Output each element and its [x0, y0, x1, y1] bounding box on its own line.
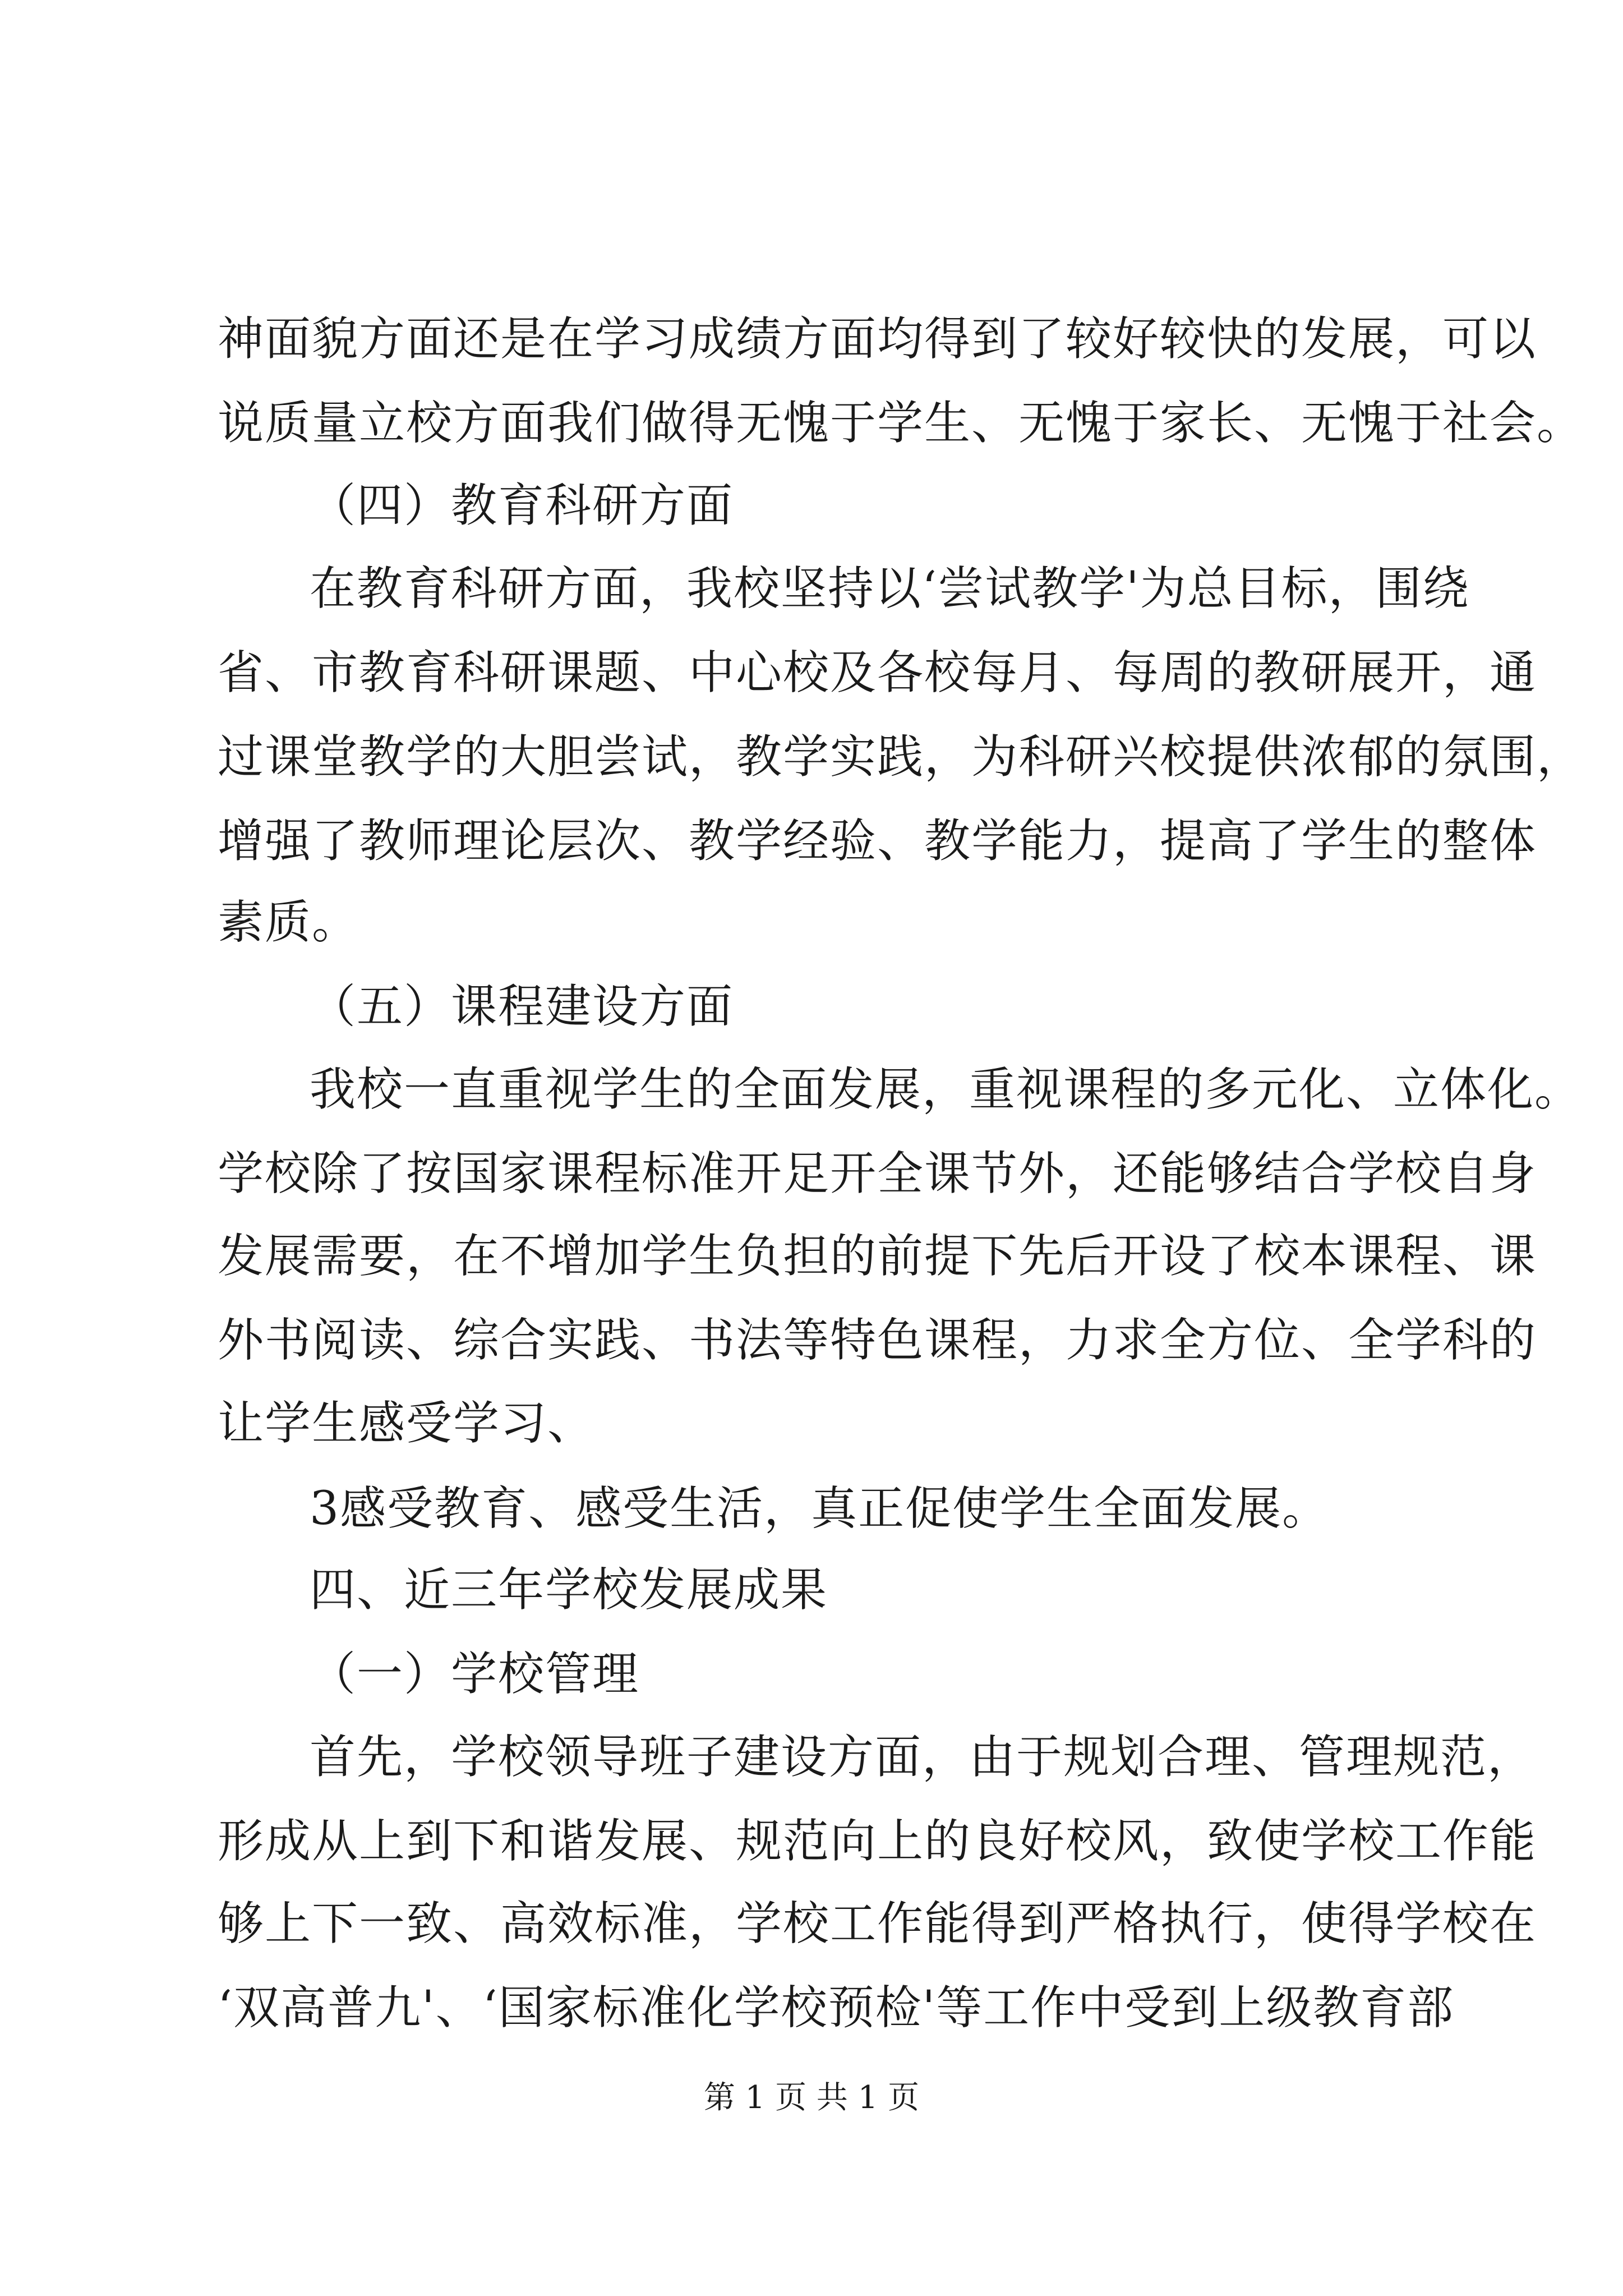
body-line: ‘双高普九'、‘国家标准化学校预检'等工作中受到上级教育部: [218, 1981, 1455, 2035]
body-line: 说质量立校方面我们做得无愧于学生、无愧于家长、无愧于社会。: [218, 397, 1584, 450]
page-footer: 第 1 页 共 1 页: [703, 2079, 920, 2116]
body-line: 学校除了按国家课程标准开足开全课节外，还能够结合学校自身: [218, 1147, 1537, 1200]
section-heading: （五）课程建设方面: [310, 980, 734, 1033]
body-line: 增强了教师理论层次、教学经验、教学能力，提高了学生的整体: [218, 815, 1537, 868]
subsection-heading: （一）学校管理: [310, 1648, 640, 1701]
paragraph-first-line: 我校一直重视学生的全面发展，重视课程的多元化、立体化。: [310, 1063, 1582, 1116]
body-line: 让学生感受学习、: [218, 1397, 595, 1450]
body-line: 过课堂教学的大胆尝试，教学实践，为科研兴校提供浓郁的氛围，: [218, 730, 1584, 784]
body-line: 外书阅读、综合实践、书法等特色课程，力求全方位、全学科的: [218, 1314, 1537, 1367]
section-heading: 四、近三年学校发展成果: [310, 1563, 828, 1617]
body-line: 发展需要，在不增加学生负担的前提下先后开设了校本课程、课: [218, 1230, 1537, 1283]
body-line: 形成从上到下和谐发展、规范向上的良好校风，致使学校工作能: [218, 1815, 1537, 1868]
body-line: 神面貌方面还是在学习成绩方面均得到了较好较快的发展，可以: [218, 312, 1537, 366]
body-line: 省、市教育科研课题、中心校及各校每月、每周的教研展开，通: [218, 646, 1537, 700]
paragraph-first-line: 首先，学校领导班子建设方面，由于规划合理、管理规范，: [310, 1731, 1535, 1784]
section-heading: （四）教育科研方面: [310, 479, 734, 532]
body-line: 素质。: [218, 896, 359, 949]
paragraph-first-line: 3感受教育、感受生活，真正促使学生全面发展。: [310, 1482, 1330, 1535]
paragraph-first-line: 在教育科研方面，我校坚持以‘尝试教学'为总目标，围绕: [310, 562, 1470, 615]
body-line: 够上下一致、高效标准，学校工作能得到严格执行，使得学校在: [218, 1897, 1537, 1950]
